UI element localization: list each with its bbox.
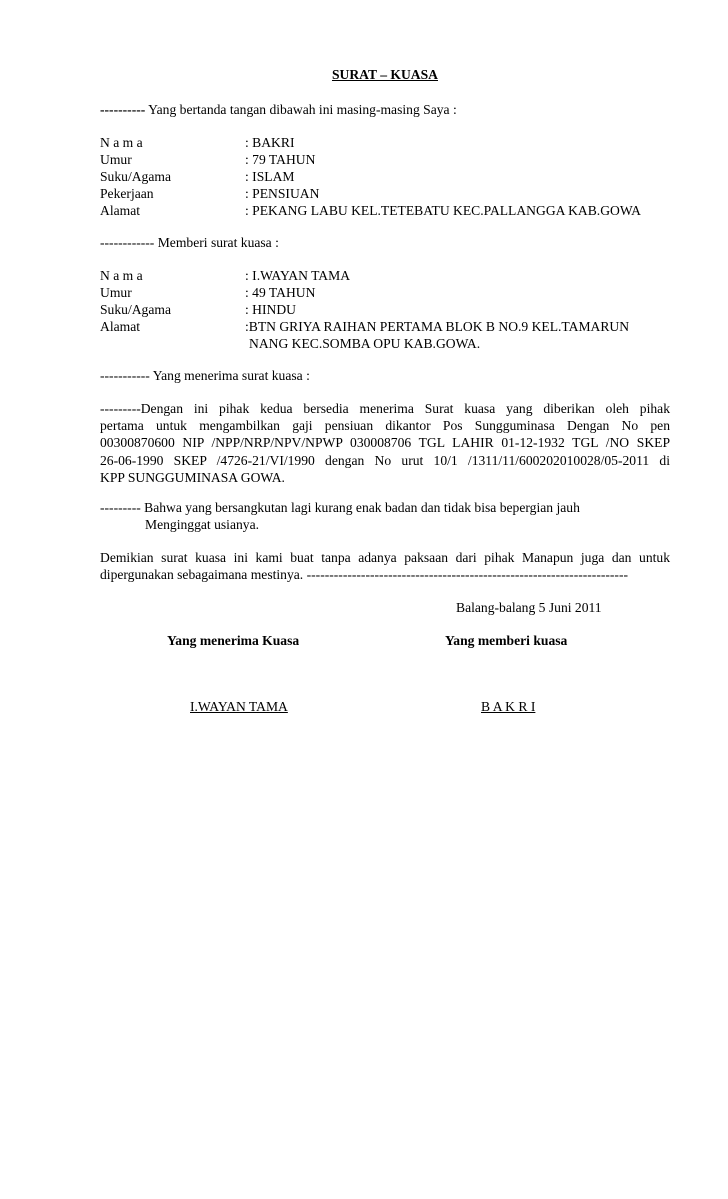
party1-value-occupation: : PENSIUAN <box>245 186 320 201</box>
party1-label-religion: Suku/Agama <box>100 169 171 184</box>
party2-value-religion: : HINDU <box>245 302 296 317</box>
party2-label-name: N a m a <box>100 268 143 283</box>
party2-address-continued: NANG KEC.SOMBA OPU KAB.GOWA. <box>249 336 481 351</box>
body-line: 00300870600 NIP /NPP/NRP/NPV/NPWP 030008706 TGL LAHIR 01-12-1932 TGL /NO SKEP <box>100 435 670 451</box>
party1-value-name: : BAKRI <box>245 135 295 150</box>
document-title: SURAT – KUASA <box>331 67 438 82</box>
body-paragraph <box>100 400 670 486</box>
party1-value-address: : PEKANG LABU KEL.TETEBATU KEC.PALLANGGA KAB.GOWA <box>245 203 641 218</box>
body-line: ---------Dengan ini pihak kedua bersedia menerima Surat kuasa yang diberikan oleh pihak <box>100 401 670 416</box>
reason-line-1: --------- Bahwa yang bersangkutan lagi kurang enak badan dan tidak bisa bepergian jauh <box>100 500 580 515</box>
grant-line: ------------ Memberi surat kuasa : <box>100 235 279 250</box>
reason-line-2: Menginggat usianya. <box>145 517 260 532</box>
receiver-signature-name: I.WAYAN TAMA <box>190 699 288 714</box>
party2-label-address: Alamat <box>100 319 141 334</box>
receiver-line: ----------- Yang menerima surat kuasa : <box>100 368 310 383</box>
giver-signature-heading: Yang memberi kuasa <box>445 633 568 648</box>
party2-value-name: : I.WAYAN TAMA <box>245 268 351 283</box>
body-line: 26-06-1990 SKEP /4726-21/VI/1990 dengan No urut 10/1 /1311/11/600202010028/05-2011 di <box>100 452 670 468</box>
closing-paragraph <box>100 549 670 583</box>
giver-signature-name: B A K R I <box>481 699 536 714</box>
closing-line: Demikian surat kuasa ini kami buat tanpa adanya paksaan dari pihak Manapun juga dan untuk <box>100 550 670 565</box>
party1-label-address: Alamat <box>100 203 141 218</box>
place-date: Balang-balang 5 Juni 2011 <box>456 600 602 615</box>
body-line: pertama untuk mengambilkan gaji pensiuan dikantor Pos Sungguminasa Dengan No pen <box>100 418 670 434</box>
intro-line <box>100 101 457 118</box>
closing-line: dipergunakan sebagaimana mestinya. ----------------------------------------------------------------------- <box>100 567 629 583</box>
party2-label-age: Umur <box>100 285 132 300</box>
party1-value-age: : 79 TAHUN <box>245 152 316 167</box>
party2-value-address: :BTN GRIYA RAIHAN PERTAMA BLOK B NO.9 KEL.TAMARUN <box>245 319 630 334</box>
party1-label-age: Umur <box>100 152 132 167</box>
party2-label-religion: Suku/Agama <box>100 302 171 317</box>
party2-value-age: : 49 TAHUN <box>245 285 316 300</box>
party1-label-name: N a m a <box>100 135 143 150</box>
intro-text: Yang bertanda tangan dibawah ini masing-masing Saya : <box>145 102 457 117</box>
party1-label-occupation: Pekerjaan <box>100 186 154 201</box>
party1-value-religion: : ISLAM <box>245 169 295 184</box>
body-line: KPP SUNGGUMINASA GOWA. <box>100 469 285 485</box>
receiver-signature-heading: Yang menerima Kuasa <box>167 633 300 648</box>
intro-dashes: ---------- <box>100 102 146 117</box>
